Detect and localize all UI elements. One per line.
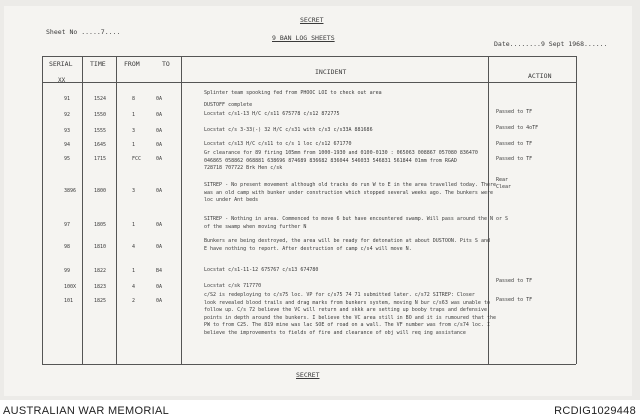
row-action: Passed to TF <box>496 141 533 147</box>
col-header-serial: SERIAL <box>49 60 73 68</box>
row-to: B4 <box>156 268 163 274</box>
row-incident-line: PW to from C25. The 819 mine was lac SOE of road on a wall. The VF number was from c/s74 loc. I <box>204 322 490 328</box>
row-time: 1810 <box>94 244 107 250</box>
row-from: 3 <box>132 128 136 134</box>
row-incident-line: points in depth around the bunkers. I believe the VC area still in BO and it is rumoured that the <box>204 314 496 321</box>
row-incident-line: SITREP - Nothing in area. Commenced to move 6 but have encountered swamp. Will pass around the N or S <box>204 216 509 222</box>
row-serial: 101 <box>64 298 74 304</box>
row-from: FCC <box>132 156 142 162</box>
row-incident-line: Gr clearance for 89 firing 105mm from 1000-1930 and 0100-0130 : 065063 008867 057080 836470 <box>204 150 478 156</box>
row-action: Passed to TF <box>496 278 533 284</box>
row-incident-line: c/S2 is redeploying to c/s75 loc. VP for c/s75 74 71 submitted later. c/s72 SITREP: Closer <box>204 292 475 298</box>
row-to: 0A <box>156 142 163 148</box>
row-serial: 99 <box>64 268 71 274</box>
footer-record-id: RCDIG1029448 <box>554 405 636 417</box>
row-incident-line: Locstat c/sk 717770 <box>204 283 262 289</box>
row-from: 4 <box>132 284 136 290</box>
row-incident-line: 728718 707722 Brk Hen c/sk <box>204 165 283 171</box>
row-incident-line: Bunkers are being destroyed, the area will be ready for detonation at about DUSTOON. Pits S and <box>204 238 490 244</box>
row-time: 1555 <box>94 128 107 134</box>
row-serial: 98 <box>64 244 71 250</box>
row-from: 1 <box>132 268 136 274</box>
serial-marker: XX <box>58 77 66 84</box>
row-time: 1800 <box>94 188 107 194</box>
row-to: 0A <box>156 244 163 250</box>
row-time: 1645 <box>94 142 107 148</box>
row-from: 3 <box>132 188 136 194</box>
log-sheet-paper <box>4 6 632 396</box>
row-serial: 100X <box>64 284 77 290</box>
row-action: Passed to TF <box>496 109 533 115</box>
row-time: 1822 <box>94 268 107 274</box>
row-incident-line: loc under Ant beds <box>204 197 259 203</box>
row-incident-line: look revealed blood trails and drag marks from bunkers system, moving N bur c/s63 was unable to <box>204 299 490 306</box>
row-to: 0A <box>156 188 163 194</box>
row-to: 0A <box>156 222 163 228</box>
row-incident-line: 046865 058862 068881 638696 874689 836682 836044 546033 546831 561844 01mm from RGAD <box>204 157 457 164</box>
row-to: 0A <box>156 112 163 118</box>
col-header-to: TO <box>162 60 170 68</box>
row-incident-line: follow up. C/s 72 believe the VC will return and xkkk are setting up booby traps and defensive <box>204 307 487 313</box>
header-rule <box>42 82 576 83</box>
row-incident-line: SITREP - No present movement although old tracks do run W to E in the area travelled today. There <box>204 182 496 188</box>
row-incident-line: Splinter team spooking fed from PHOOC LOI to check out area <box>204 90 382 96</box>
sheet-date: Date........9 Sept 1968...... <box>494 40 608 48</box>
row-serial: 94 <box>64 142 71 148</box>
col-rule-to <box>181 56 182 364</box>
row-incident-line: DUSTOFF complete <box>204 102 253 108</box>
row-time: 1715 <box>94 156 107 162</box>
col-rule-right <box>576 56 577 364</box>
row-action: Passed to TF <box>496 156 533 162</box>
row-serial: 95 <box>64 156 71 162</box>
secret-marking-top: SECRET <box>300 16 324 24</box>
col-rule-time <box>116 56 117 364</box>
row-to: 0A <box>156 96 163 102</box>
row-time: 1823 <box>94 284 107 290</box>
secret-marking-bottom: SECRET <box>296 371 320 379</box>
row-incident-line: Locstat c/s1-11-12 675767 c/s13 674780 <box>204 267 319 273</box>
row-time: 1550 <box>94 112 107 118</box>
row-action: Rear <box>496 177 509 183</box>
row-action: Passed to TF <box>496 297 533 303</box>
row-to: 0A <box>156 284 163 290</box>
row-from: 2 <box>132 298 136 304</box>
row-incident-line: E have nothing to report. After destruction of camp c/s4 will move N. <box>204 245 412 252</box>
col-rule-serial <box>82 56 83 364</box>
row-time: 1524 <box>94 96 107 102</box>
table-bottom-border <box>42 364 576 365</box>
row-from: 1 <box>132 222 136 228</box>
sheet-title: 9 BAN LOG SHEETS <box>272 34 335 42</box>
row-time: 1825 <box>94 298 107 304</box>
row-to: 0A <box>156 128 163 134</box>
col-header-time: TIME <box>90 60 106 68</box>
row-from: 1 <box>132 142 136 148</box>
row-serial: 3896 <box>64 188 77 194</box>
sheet-number: Sheet No .....7.... <box>46 28 121 36</box>
table-top-border <box>42 56 576 57</box>
footer-institution: AUSTRALIAN WAR MEMORIAL <box>3 405 170 417</box>
row-serial: 92 <box>64 112 71 118</box>
row-action: Clear <box>496 184 512 190</box>
col-header-action: ACTION <box>528 72 552 80</box>
row-from: 8 <box>132 96 136 102</box>
col-rule-left <box>42 56 43 364</box>
row-to: 0A <box>156 156 163 162</box>
row-time: 1805 <box>94 222 107 228</box>
row-incident-line: Locstat c/s 3-33(-) 32 H/C c/s31 with c/s3 c/s33A 881686 <box>204 127 373 133</box>
row-from: 1 <box>132 112 136 118</box>
row-incident-line: was an old camp with bunker under construction which stopped several weeks ago. The bunkers were <box>204 189 493 196</box>
row-serial: 93 <box>64 128 71 134</box>
row-from: 4 <box>132 244 136 250</box>
row-serial: 97 <box>64 222 71 228</box>
row-incident-line: Locstat c/s1-13 H/C c/s11 675778 c/s12 872775 <box>204 111 340 117</box>
archive-footer <box>0 400 640 420</box>
row-to: 0A <box>156 298 163 304</box>
col-header-incident: INCIDENT <box>315 68 347 76</box>
row-serial: 91 <box>64 96 71 102</box>
col-header-from: FROM <box>124 60 140 68</box>
row-action: Passed to 4oTF <box>496 125 539 131</box>
row-incident-line: believe the improvements to fields of fire and clearance of obj will req ing assistance <box>204 329 466 336</box>
row-incident-line: Locstat c/s13 H/C c/s11 to c/s 1 loc c/s12 671770 <box>204 141 352 147</box>
row-incident-line: of the swamp when moving further N <box>204 223 307 230</box>
